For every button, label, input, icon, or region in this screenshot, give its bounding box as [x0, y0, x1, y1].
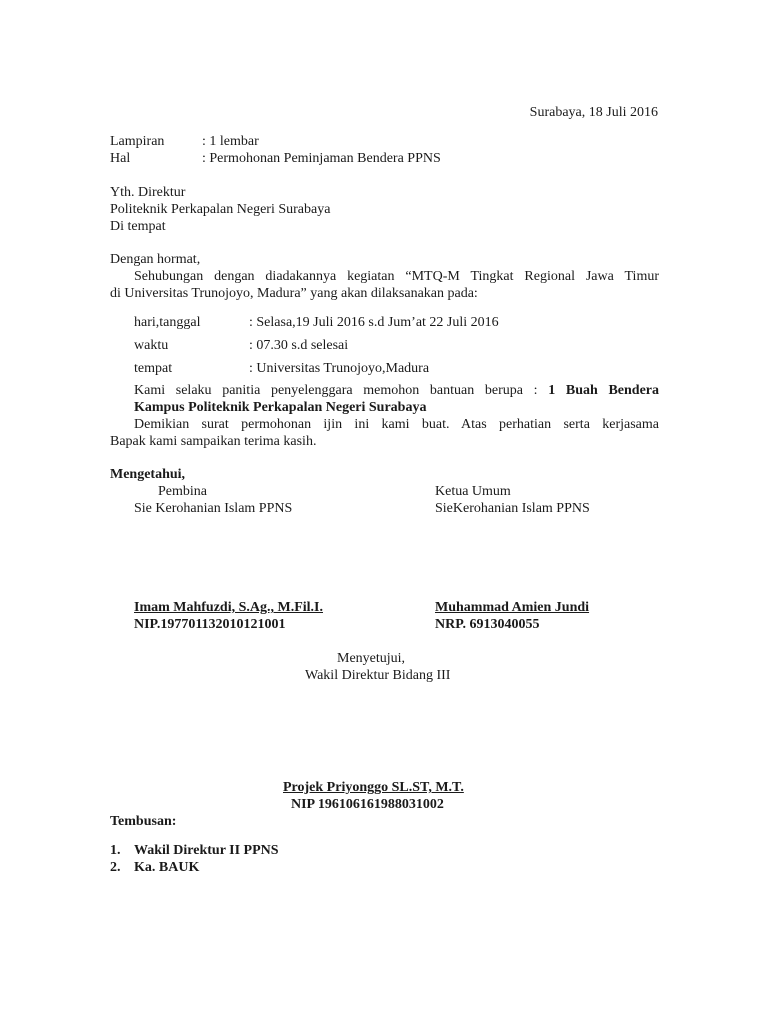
recipient-line1: Yth. Direktur [110, 185, 186, 200]
approval-label: Menyetujui, [337, 651, 406, 666]
left-signer-id: NIP.197701132010121001 [134, 617, 286, 632]
tembusan-item-num: 2. [110, 860, 121, 875]
tembusan-title: Tembusan: [110, 814, 177, 829]
tembusan-item: Wakil Direktur II PPNS [134, 843, 279, 858]
letter-date: Surabaya, 18 Juli 2016 [529, 105, 658, 120]
intro-line1: Sehubungan dengan diadakannya kegiatan “MTQ-M Tingkat Regional Jawa Timur [134, 269, 659, 284]
right-signer-unit: SieKerohanian Islam PPNS [435, 501, 590, 516]
schedule-day-label: hari,tanggal [134, 315, 201, 330]
lampiran-label: Lampiran [110, 134, 165, 149]
request-item-part2: Kampus Politeknik Perkapalan Negeri Surabaya [134, 400, 427, 415]
recipient-line2: Politeknik Perkapalan Negeri Surabaya [110, 202, 331, 217]
right-signer-name: Muhammad Amien Jundi [435, 600, 590, 615]
schedule-place-value: : Universitas Trunojoyo,Madura [249, 361, 430, 376]
lampiran-value: : 1 lembar [202, 134, 259, 149]
right-signer-id: NRP. 6913040055 [435, 617, 540, 632]
left-signer-role: Pembina [158, 484, 207, 499]
mengetahui-label: Mengetahui, [110, 467, 186, 482]
approval-role: Wakil Direktur Bidang III [305, 668, 451, 683]
schedule-time-value: : 07.30 s.d selesai [249, 338, 349, 353]
tembusan-item-num: 1. [110, 843, 121, 858]
schedule-day-value: : Selasa,19 Juli 2016 s.d Jum’at 22 Juli 2016 [249, 315, 499, 330]
approval-name: Projek Priyonggo SL.ST, M.T. [283, 780, 464, 795]
closing-line1: Demikian surat permohonan ijin ini kami buat. Atas perhatian serta kerjasama [134, 417, 659, 432]
schedule-place-label: tempat [134, 361, 173, 376]
request-item-part1: 1 Buah Bendera [548, 383, 659, 398]
approval-id: NIP 196106161988031002 [291, 797, 444, 812]
hal-value: : Permohonan Peminjaman Bendera PPNS [202, 151, 441, 166]
tembusan-item: Ka. BAUK [134, 860, 200, 875]
request-text: Kami selaku panitia penyelenggara memohon bantuan berupa : [134, 383, 538, 398]
intro-line2: di Universitas Trunojoyo, Madura” yang akan dilaksanakan pada: [110, 286, 478, 301]
left-signer-name: Imam Mahfuzdi, S.Ag., M.Fil.I. [134, 600, 323, 615]
request-line1 [134, 382, 659, 399]
hal-label: Hal [110, 151, 131, 166]
recipient-line3: Di tempat [110, 219, 166, 234]
right-signer-role: Ketua Umum [435, 484, 511, 499]
closing-line2: Bapak kami sampaikan terima kasih. [110, 434, 317, 449]
schedule-time-label: waktu [134, 338, 169, 353]
greeting: Dengan hormat, [110, 252, 201, 267]
left-signer-unit: Sie Kerohanian Islam PPNS [134, 501, 293, 516]
